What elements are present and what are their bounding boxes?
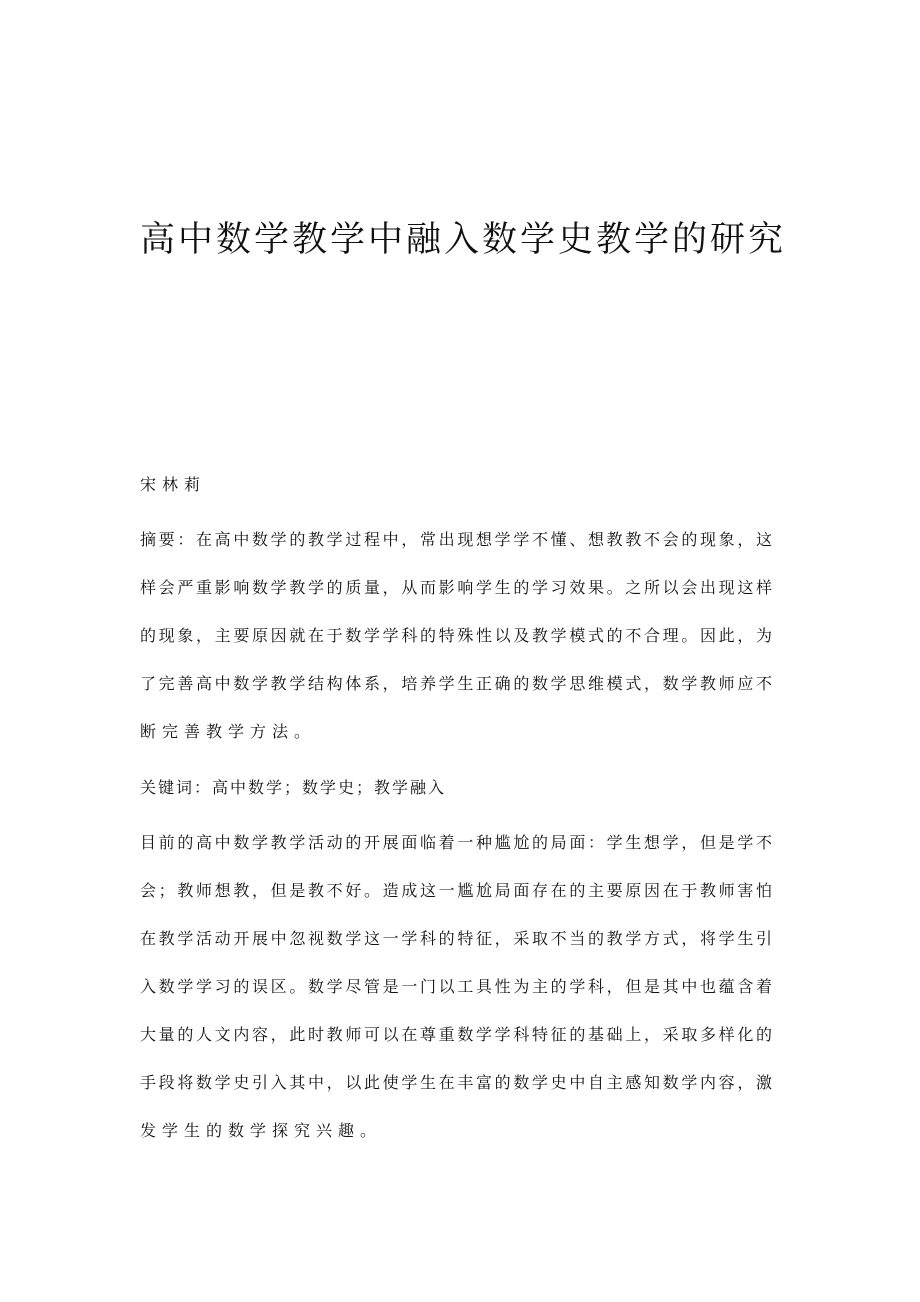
body-line: 目前的高中数学教学活动的开展面临着一种尴尬的局面：学生想学，但是学不 xyxy=(140,833,772,852)
abstract-line: 的现象，主要原因就在于数学学科的特殊性以及教学模式的不合理。因此，为 xyxy=(140,626,772,645)
body-line: 会；教师想教，但是教不好。造成这一尴尬局面存在的主要原因在于教师害怕 xyxy=(140,881,772,900)
body-line: 手段将数学史引入其中，以此使学生在丰富的数学史中自主感知数学内容，激 xyxy=(140,1073,772,1092)
abstract-line: 样会严重影响数学教学的质量，从而影响学生的学习效果。之所以会出现这样 xyxy=(140,578,772,597)
abstract-line: 了完善高中数学教学结构体系，培养学生正确的数学思维模式，数学教师应不 xyxy=(140,674,772,693)
body-line: 发学生的数学探究兴趣。 xyxy=(140,1121,383,1140)
author: 宋林莉 xyxy=(140,475,207,494)
abstract-line: 摘要：在高中数学的教学过程中，常出现想学学不懂、想教教不会的现象，这 xyxy=(140,530,772,549)
body-line: 在教学活动开展中忽视数学这一学科的特征，采取不当的教学方式，将学生引 xyxy=(140,929,772,948)
document-title: 高中数学教学中融入数学史教学的研究 xyxy=(140,220,787,260)
keywords: 关键词：高中数学；数学史；教学融入 xyxy=(140,778,447,797)
body-line: 入数学学习的误区。数学尽管是一门以工具性为主的学科，但是其中也蕴含着 xyxy=(140,977,772,996)
body-line: 大量的人文内容，此时教师可以在尊重数学学科特征的基础上，采取多样化的 xyxy=(140,1025,772,1044)
abstract-line: 断完善教学方法。 xyxy=(140,722,317,741)
